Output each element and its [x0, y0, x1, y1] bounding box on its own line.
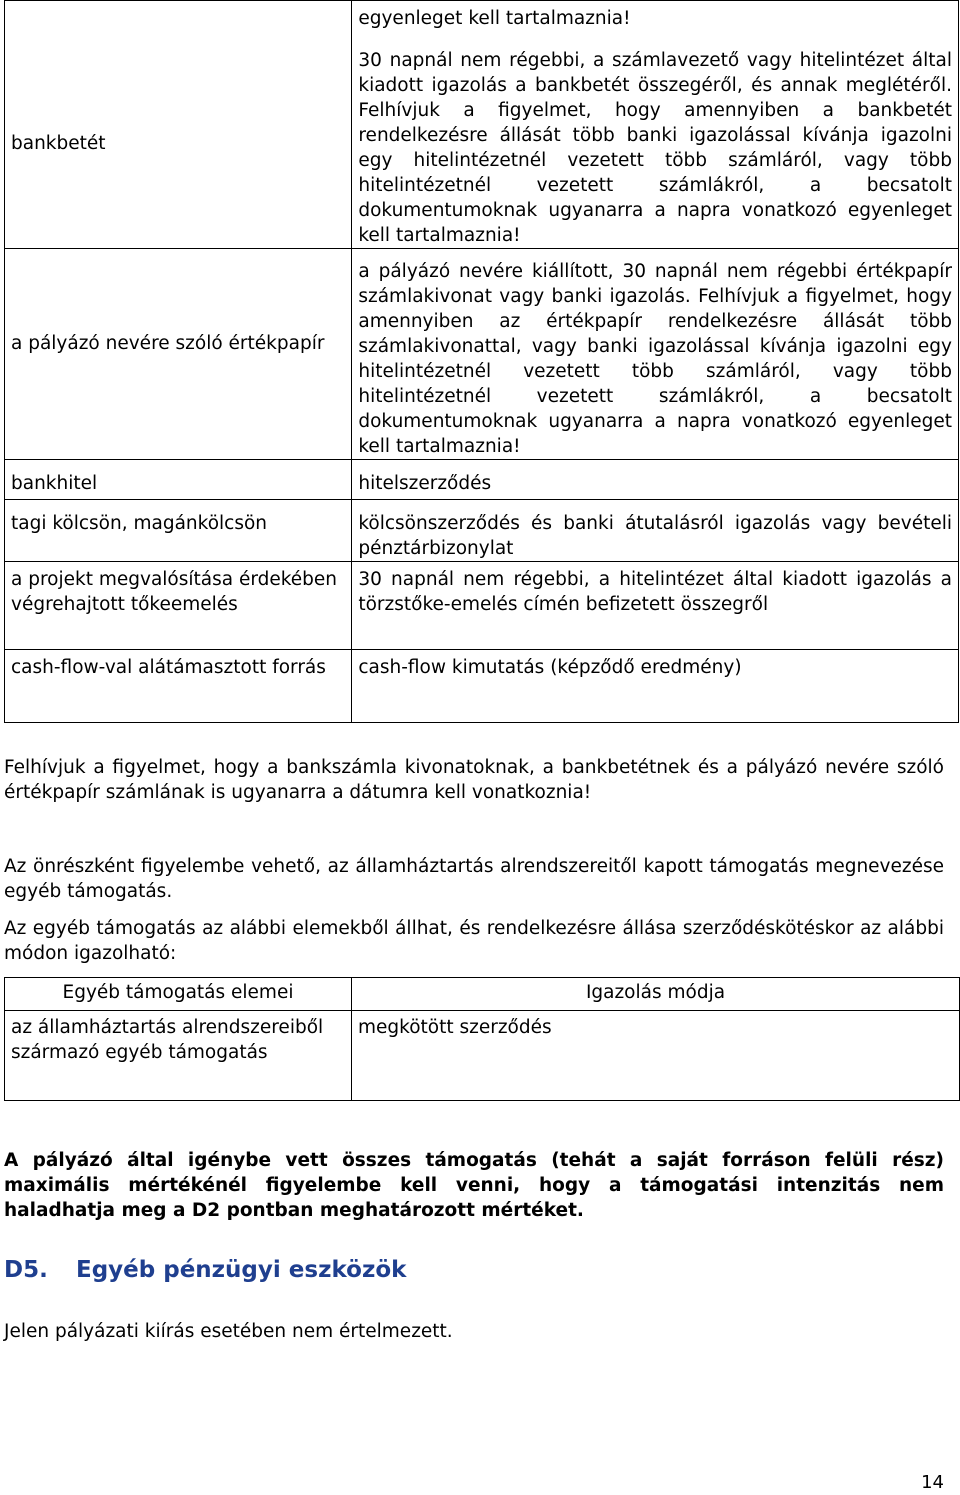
row-text-cell [352, 562, 959, 650]
row-text-cell [352, 1, 959, 249]
row-label-cell [5, 650, 352, 723]
table-row [5, 562, 959, 650]
header-cell-verification: Igazolás módja [352, 978, 960, 1011]
row-label-cell [5, 460, 352, 500]
row-text: cash-flow kimutatás (képződő eredmény) [358, 657, 742, 678]
header-cell-elements: Egyéb támogatás elemei [5, 978, 352, 1011]
row-label: bankbetét [11, 133, 106, 154]
table-row [5, 650, 959, 723]
row-text: hitelszerződés [358, 473, 492, 494]
row-label: bankhitel [11, 473, 98, 494]
other-support-paragraph: Az egyéb támogatás az alábbi elemekből állhat, és rendelkezésre állása szerződéskötéskor az alábbi módon igazolható: [4, 918, 944, 964]
section-number: D5. [4, 1257, 48, 1283]
row-text: 30 napnál nem régebbi, a számlavezető vagy hitelintézet által kiadott igazolás a bankbetét összegéről, és annak meglétéről. Felhívjuk a figyelmet, hogy amennyiben a bankbetét rendelkezésre állását több banki igazolással kívánja igazolni egy hitelintézetnél vezetett több számláról, vagy több hitelintézetnél vezetett számlákról, a becsatolt dokumentumoknak ugyanarra a napra vonatkozó egyenleget kell tartalmaznia! [358, 50, 952, 246]
row-text-cell [352, 249, 959, 460]
row-label: a pályázó nevére szóló értékpapír [11, 333, 325, 354]
row-label-cell [5, 249, 352, 460]
table-row [5, 1, 959, 249]
table-row [5, 249, 959, 460]
row-text: 30 napnál nem régebbi, a hitelintézet által kiadott igazolás a törzstőke-emelés címén befizetett összegről [358, 569, 952, 615]
row-text: megkötött szerződés [352, 1011, 960, 1101]
row-label: tagi kölcsön, magánkölcsön [11, 513, 268, 534]
row-label-cell [5, 500, 352, 562]
funding-sources-table [4, 0, 959, 723]
table-row [5, 1011, 960, 1101]
row-text: a pályázó nevére kiállított, 30 napnál nem régebbi értékpapír számlakivonat vagy banki igazolás. Felhívjuk a figyelmet, hogy amennyiben az értékpapír rendelkezésre állását több számlakivonattal, vagy banki igazolással kívánja igazolni egy hitelintézetnél vezetett több számláról, vagy több hitelintézetnél vezetett számlákról, a becsatolt dokumentumoknak ugyanarra a napra vonatkozó egyenleget kell tartalmaznia! [358, 261, 952, 457]
row-text-cell [352, 650, 959, 723]
section-heading [4, 1258, 406, 1283]
table-row [5, 460, 959, 500]
row-label-cell [5, 562, 352, 650]
row-text-top: egyenleget kell tartalmaznia! [358, 8, 631, 29]
table-header-row [5, 978, 960, 1011]
own-contribution-paragraph: Az önrészként figyelembe vehető, az államháztartás alrendszereitől kapott támogatás megnevezése egyéb támogatás. [4, 856, 944, 902]
section-text: Jelen pályázati kiírás esetében nem értelmezett. [4, 1321, 453, 1342]
note-paragraph: Felhívjuk a figyelmet, hogy a bankszámla kivonatoknak, a bankbetétnek és a pályázó nevére szóló értékpapír számlának is ugyanarra a dátumra kell vonatkoznia! [4, 757, 944, 803]
row-label: a projekt megvalósítása érdekében végrehajtott tőkeemelés [11, 569, 338, 615]
bold-notice: A pályázó által igénybe vett összes támogatás (tehát a saját forráson felüli rész) maximális mértékénél figyelembe kell venni, hogy a támogatási intenzitás nem haladhatja meg a D2 pontban meghatározott mértéket. [4, 1150, 944, 1221]
row-text-cell [352, 460, 959, 500]
row-label: cash-flow-val alátámasztott forrás [11, 657, 326, 678]
row-label: az államháztartás alrendszereiből származó egyéb támogatás [5, 1011, 352, 1101]
row-label-cell [5, 1, 352, 249]
row-text: kölcsönszerződés és banki átutalásról igazolás vagy bevételi pénztárbizonylat [358, 513, 952, 559]
row-text-cell [352, 500, 959, 562]
section-title: Egyéb pénzügyi eszközök [76, 1257, 407, 1283]
other-support-table [4, 977, 960, 1101]
table-row [5, 500, 959, 562]
page-number: 14 [921, 1472, 944, 1493]
